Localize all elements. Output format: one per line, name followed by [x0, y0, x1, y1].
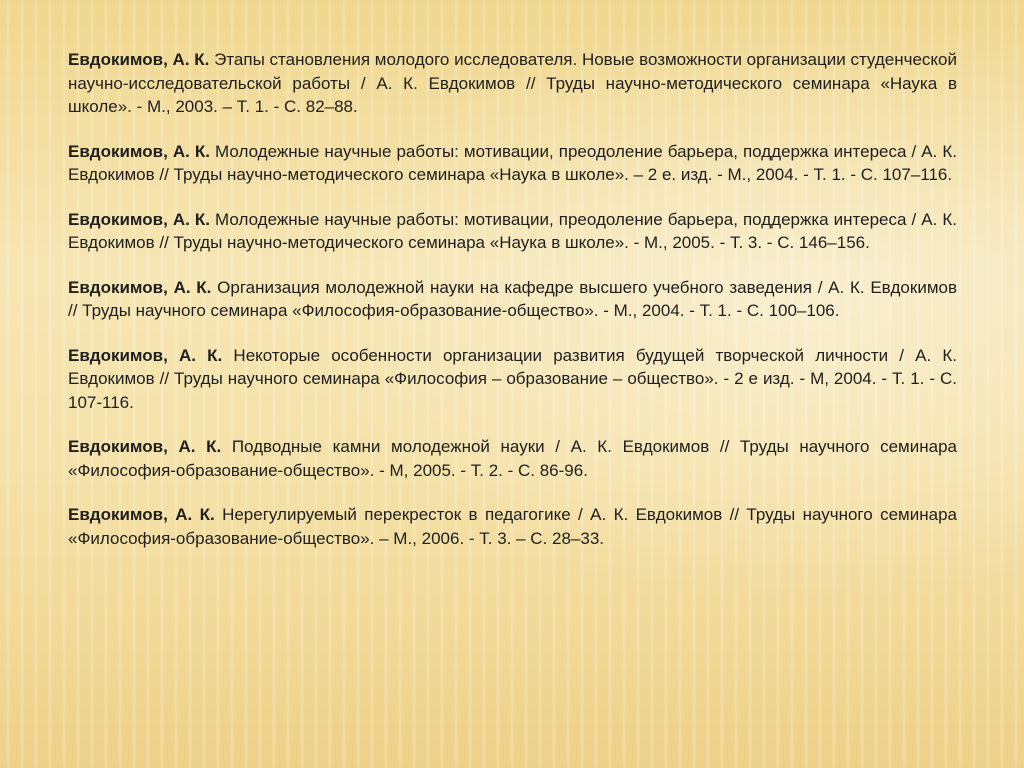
reference-author: Евдокимов, А. К. [68, 277, 212, 297]
reference-item [68, 208, 957, 255]
reference-author: Евдокимов, А. К. [68, 505, 215, 524]
reference-text: Нерегулируемый перекресток в педагогике / А. К. Евдокимов // Труды научного семинара «Философия-образование-общество». – М., 2006. - Т. 3. – С. 28–33. [68, 505, 957, 548]
reference-author: Евдокимов, А. К. [68, 345, 223, 365]
reference-text: Молодежные научные работы: мотивации, преодоление барьера, поддержка интереса / А. К. Евдокимов // Труды научно-методического семинара «Наука в школе». - М., 2005. - Т. 3. - С. 146–156. [68, 209, 957, 252]
reference-author: Евдокимов, А. К. [68, 209, 211, 229]
reference-item [68, 140, 957, 187]
reference-item [68, 503, 957, 550]
reference-text: Организация молодежной науки на кафедре высшего учебного заведения / А. К. Евдокимов // Труды научного семинара «Философия-образование-общество». - М., 2004. - Т. 1. - С. 100–106. [68, 277, 957, 320]
reference-item [68, 435, 957, 482]
reference-text: Молодежные научные работы: мотивации, преодоление барьера, поддержка интереса / А. К. Евдокимов // Труды научно-методического семинара «Наука в школе». – 2 е. изд. - М., 2004. - Т. 1. - С. 107–116. [68, 141, 957, 184]
reference-text: Некоторые особенности организации развития будущей творческой личности / А. К. Евдокимов // Труды научного семинара «Философия – образование – общество». - 2 е изд. - М, 2004. - Т. 1. - С. 107-116. [68, 345, 957, 412]
reference-author: Евдокимов, А. К. [68, 50, 210, 69]
reference-text: Этапы становления молодого исследователя. Новые возможности организации студенческой научно-исследовательской работы / А. К. Евдокимов // Труды научно-методического семинара «Наука в школе». - М., 2003. – Т. 1. - С. 82–88. [68, 50, 958, 116]
reference-item [68, 276, 957, 323]
reference-item [68, 344, 957, 415]
reference-list [68, 48, 957, 571]
reference-author: Евдокимов, А. К. [68, 141, 211, 161]
reference-item [68, 48, 957, 119]
reference-author: Евдокимов, А. К. [68, 437, 222, 456]
reference-text: Подводные камни молодежной науки / А. К. Евдокимов // Труды научного семинара «Философия-образование-общество». - М, 2005. - Т. 2. - С. 86-96. [68, 437, 957, 480]
